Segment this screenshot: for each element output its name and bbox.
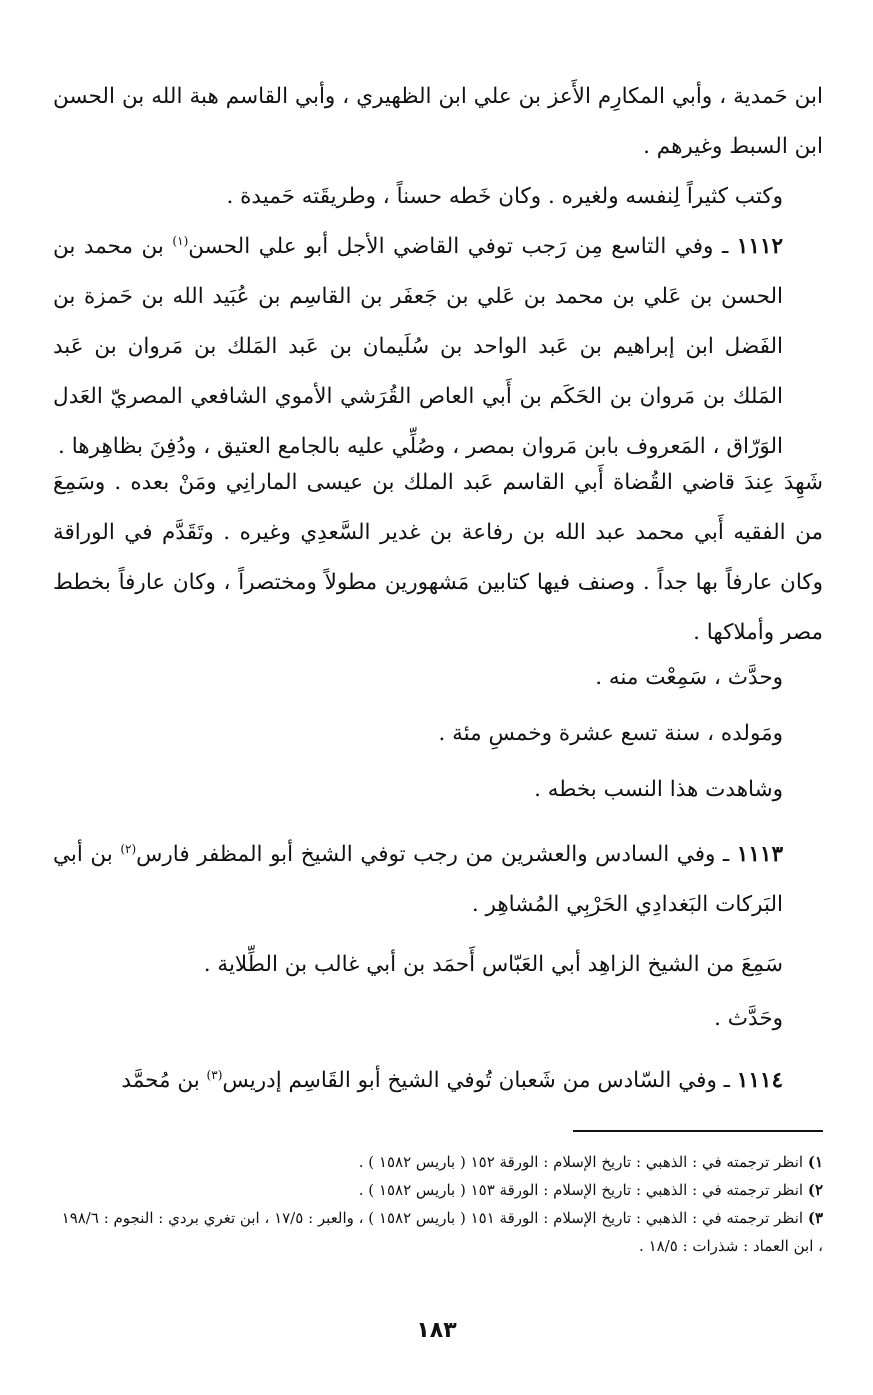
- entry-number: ١١١٣: [736, 842, 783, 867]
- entry-1112-details: [53, 458, 823, 658]
- entry-1112: [53, 222, 823, 472]
- entry-1112-heading-paragraph: ١١١٢ ـ وفي التاسع مِن رَجب توفي القاضي الأجل أبو علي الحسن$^{(١)}$ بن محمد بن الحسن بن عَلي بن محمد بن عَلي بن جَعفَر بن القاسِم بن عُبَيد الله بن حَمزة بن الفَضل ابن إبراهيم بن عَبد الواحد بن سُلَيمان بن عَبد المَلك بن مَروان بن عَبد المَلك بن مَروان بن الحَكَم بن أَبي العاص القُرَشي الأموي الشافعي المصريّ العَدل الوَرّاق ، المَعروف بابن مَروان بمصر ، وصُلِّي عليه بالجامع العتيق ، ودُفِنَ بظاهِرها .: [53, 233, 783, 459]
- footnote-3: [53, 1204, 823, 1260]
- footnote-1: [53, 1148, 823, 1176]
- footnote-2: [53, 1176, 823, 1204]
- paragraph-writing: وكتب كثيراً لِنفسه ولغيره . وكان خَطه حسناً ، وطريقَته حَميدة .: [226, 184, 783, 209]
- line-narrated: وحدَّث ، سَمِعْت منه .: [595, 665, 783, 690]
- line-heard: سَمِعَ من الشيخ الزاهِد أبي العَبّاس أَحمَد بن أبي غالب بن الطِّلاية .: [203, 952, 783, 977]
- entry-1114-heading-paragraph: ١١١٤ ـ وفي السّادس من شَعبان تُوفي الشيخ أبو القَاسِم إدريس$^{(٣)}$ بن مُحمَّد: [121, 1067, 783, 1093]
- line-birth: ومَولده ، سنة تسع عشرة وخمسِ مئة .: [438, 721, 783, 746]
- footnote-text: انظر ترجمته في : الذهبي : تاريخ الإسلام : الورقة ١٥١ ( باريس ١٥٨٢ ) ، والعبر : ١٧/٥ ، ابن تغري بردي : النجوم : ١٩٨/٦ ، ابن العماد : شذرات : ١٨/٥ .: [61, 1209, 823, 1255]
- entry-1113-lines: [53, 938, 823, 1046]
- entry-1112-details-paragraph: شَهِدَ عِندَ قاضي القُضاة أَبي القاسم عَبد الملك بن عيسى المارانِي ومَنْ بعده . وسَمِعَ من الفقيه أَبي محمد عبد الله بن رفاعة بن غدير السَّعدِي وغيره . وتَقَدَّم في الوراقة وكان عارفاً بها جداً . وصنف فيها كتابين مَشهورين مطولاً ومختصراً ، وكان عارفاً بخطط مصر وأملاكها .: [53, 470, 823, 645]
- main-text-block-1: [53, 72, 823, 222]
- footnote-text: انظر ترجمته في : الذهبي : تاريخ الإسلام : الورقة ١٥٢ ( باريس ١٥٨٢ ) .: [358, 1153, 804, 1171]
- footnote-ref: (٢): [120, 841, 137, 856]
- entry-number: ١١١٤: [736, 1068, 783, 1093]
- footnote-ref: (٣): [206, 1067, 223, 1082]
- line-narrated: وحَدَّث .: [714, 1006, 783, 1031]
- footnote-divider: [573, 1130, 823, 1132]
- entry-text: وفي السّادس من شَعبان تُوفي الشيخ أبو القَاسِم إدريس: [222, 1068, 717, 1093]
- entry-text-continued: بن محمد بن الحسن بن عَلي بن محمد بن عَلي بن جَعفَر بن القاسِم بن عُبَيد الله بن حَمزة بن الفَضل ابن إبراهيم بن عَبد الواحد بن سُلَيمان بن عَبد المَلك بن مَروان بن عَبد المَلك بن مَروان بن الحَكَم بن أَبي العاص القُرَشي الأموي الشافعي المصريّ العَدل الوَرّاق ، المَعروف بابن مَروان بمصر ، وصُلِّي عليه بالجامع العتيق ، ودُفِنَ بظاهِرها .: [53, 234, 783, 459]
- footnotes: [53, 1148, 823, 1260]
- footnote-number: ١): [807, 1153, 823, 1171]
- line-lineage: وشاهدت هذا النسب بخطه .: [534, 777, 783, 802]
- entry-1113-heading-paragraph: ١١١٣ ـ وفي السادس والعشرين من رجب توفي الشيخ أبو المظفر فارس$^{(٢)}$ بن أبي البَركات البَغدادِي الحَرْبِي المُشاهِر .: [53, 841, 783, 917]
- footnote-number: ٢): [807, 1181, 823, 1199]
- entry-text-continued: بن أبي البَركات البَغدادِي الحَرْبِي المُشاهِر .: [53, 842, 783, 917]
- entry-1114: [53, 1056, 823, 1106]
- entry-1113: [53, 830, 823, 930]
- entry-text: وفي السادس والعشرين من رجب توفي الشيخ أبو المظفر فارس: [136, 842, 716, 867]
- paragraph-continuation: ابن حَمدية ، وأبي المكارِم الأَعز بن علي ابن الظهيري ، وأبي القاسم هبة الله بن الحسن ابن السبط وغيرهم .: [53, 84, 823, 159]
- page-number: ١٨٣: [416, 1318, 457, 1343]
- footnote-text: انظر ترجمته في : الذهبي : تاريخ الإسلام : الورقة ١٥٣ ( باريس ١٥٨٢ ) .: [358, 1181, 804, 1199]
- footnote-ref: (١): [172, 233, 189, 248]
- entry-1112-lines: [53, 650, 823, 818]
- entry-text: وفي التاسع مِن رَجب توفي القاضي الأجل أبو علي الحسن: [188, 234, 714, 259]
- entry-text-continued: بن مُحمَّد: [121, 1068, 207, 1093]
- footnote-number: ٣): [807, 1209, 823, 1227]
- entry-number: ١١١٢: [736, 234, 783, 259]
